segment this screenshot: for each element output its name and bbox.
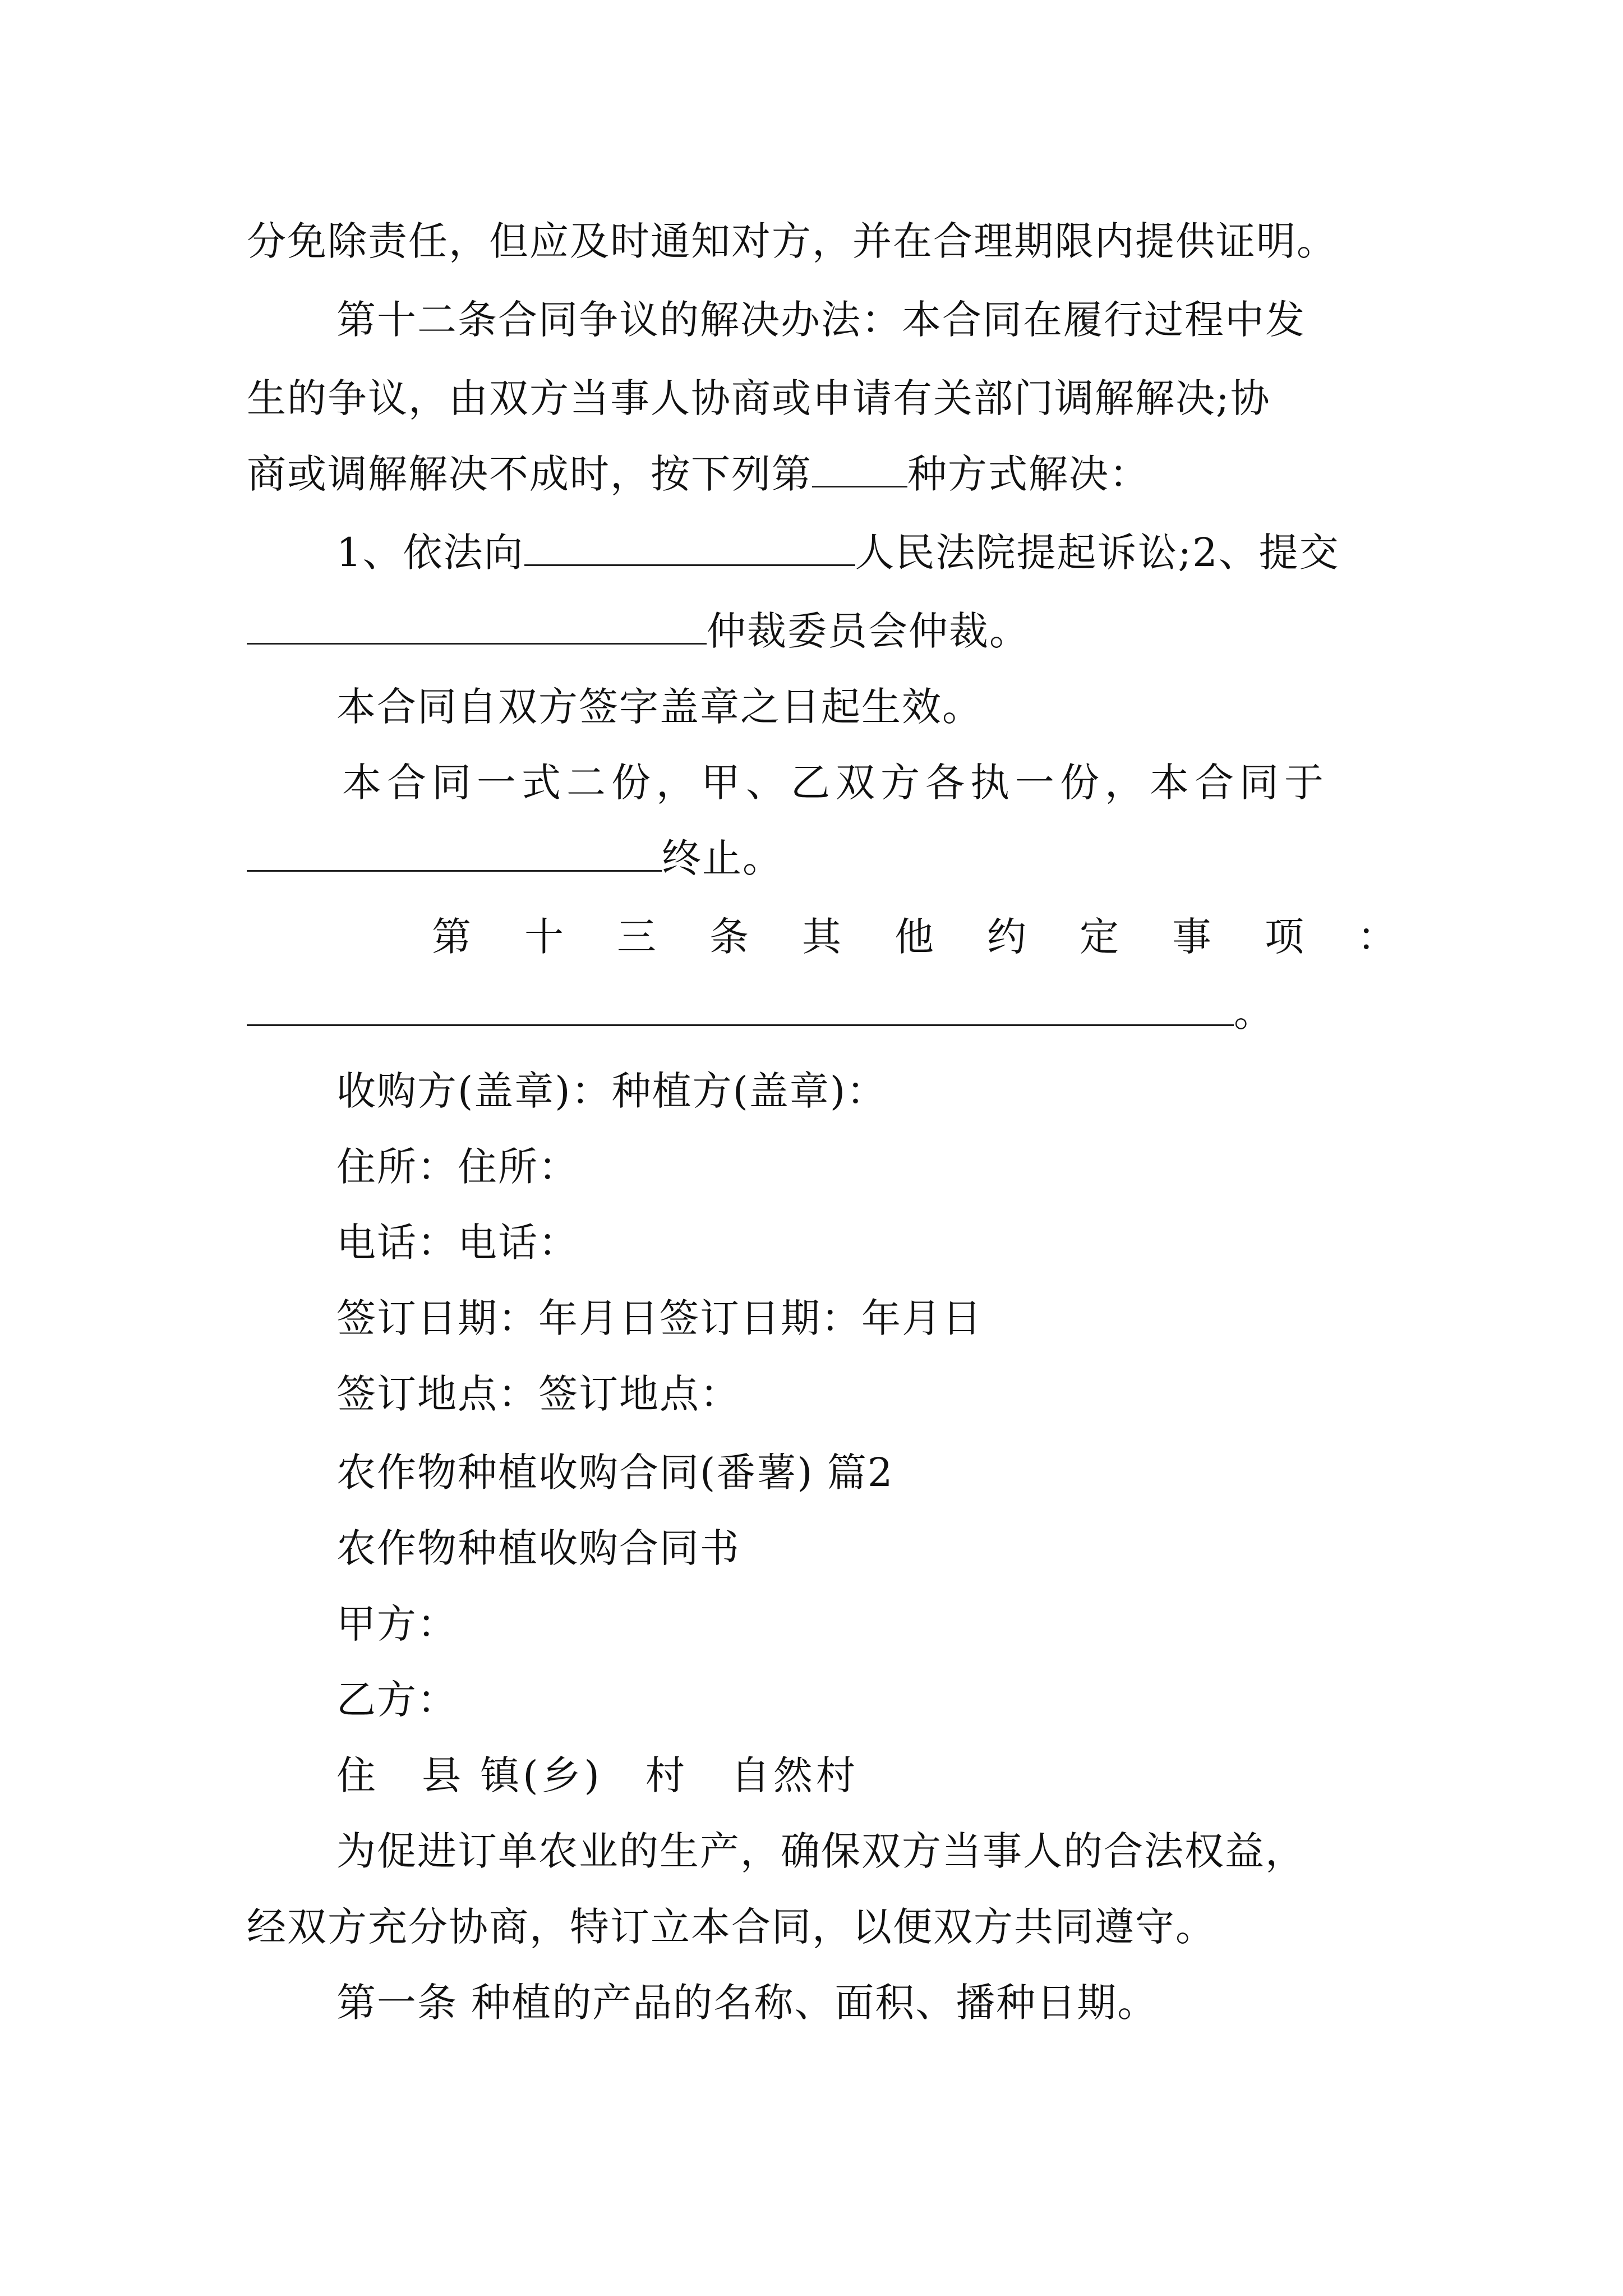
text-segment: 仲裁委员会仲裁。 (707, 608, 1030, 654)
document-title: 农作物种植收购合同(番薯) 篇2 (336, 1450, 894, 1496)
signature-line: 收购方(盖章)：种植方(盖章)： (336, 1068, 887, 1114)
section-heading: 第一条 种植的产品的名称、面积、播种日期。 (336, 1980, 1158, 2026)
fill-in-blank (247, 990, 1234, 1026)
text-segment: 种方式解决： (907, 451, 1150, 497)
text-segment: 终止。 (662, 835, 783, 881)
paragraph-line: 本合同一式二份，甲、乙双方各执一份，本合同于 (342, 760, 1329, 806)
address-line: 住 县 镇(乡) 村 自然村 (336, 1752, 859, 1798)
party-a-line: 甲方： (336, 1601, 458, 1647)
fill-in-blank (247, 608, 707, 645)
party-b-line: 乙方： (336, 1677, 458, 1723)
fill-in-blank (247, 835, 662, 872)
signature-line: 电话：电话： (336, 1220, 579, 1266)
paragraph-line (247, 449, 1150, 499)
paragraph-line: 第十二条合同争议的解决办法：本合同在履行过程中发 (336, 297, 1306, 343)
signature-line: 签订地点：签订地点： (336, 1371, 740, 1417)
paragraph-line: 分免除责任，但应及时通知对方，并在合理期限内提供证明。 (247, 218, 1337, 264)
paragraph-line: 为促进订单农业的生产，确保双方当事人的合法权益， (336, 1828, 1306, 1874)
paragraph-line: 本合同自双方签字盖章之日起生效。 (336, 684, 983, 730)
document-subtitle: 农作物种植收购合同书 (336, 1525, 740, 1571)
text-segment: 人民法院提起诉讼;2、提交 (855, 530, 1340, 576)
section-heading: 第十三条其他约定事项： (432, 914, 1450, 960)
text-segment: 。 (1234, 990, 1274, 1036)
text-segment: 1、依法向 (336, 530, 524, 576)
paragraph-line (336, 527, 1340, 578)
fill-in-blank (524, 530, 855, 566)
text-segment: 商或调解解决不成时，按下列第 (247, 451, 812, 497)
paragraph-line (247, 987, 1274, 1038)
signature-line: 签订日期：年月日签订日期：年月日 (336, 1295, 983, 1341)
paragraph-line: 生的争议，由双方当事人协商或申请有关部门调解解决;协 (247, 375, 1271, 421)
paragraph-line: 经双方充分协商，特订立本合同，以便双方共同遵守。 (247, 1904, 1216, 1950)
paragraph-line (247, 606, 1030, 656)
fill-in-blank (812, 451, 907, 487)
signature-line: 住所：住所： (336, 1144, 579, 1190)
paragraph-line (247, 833, 783, 884)
